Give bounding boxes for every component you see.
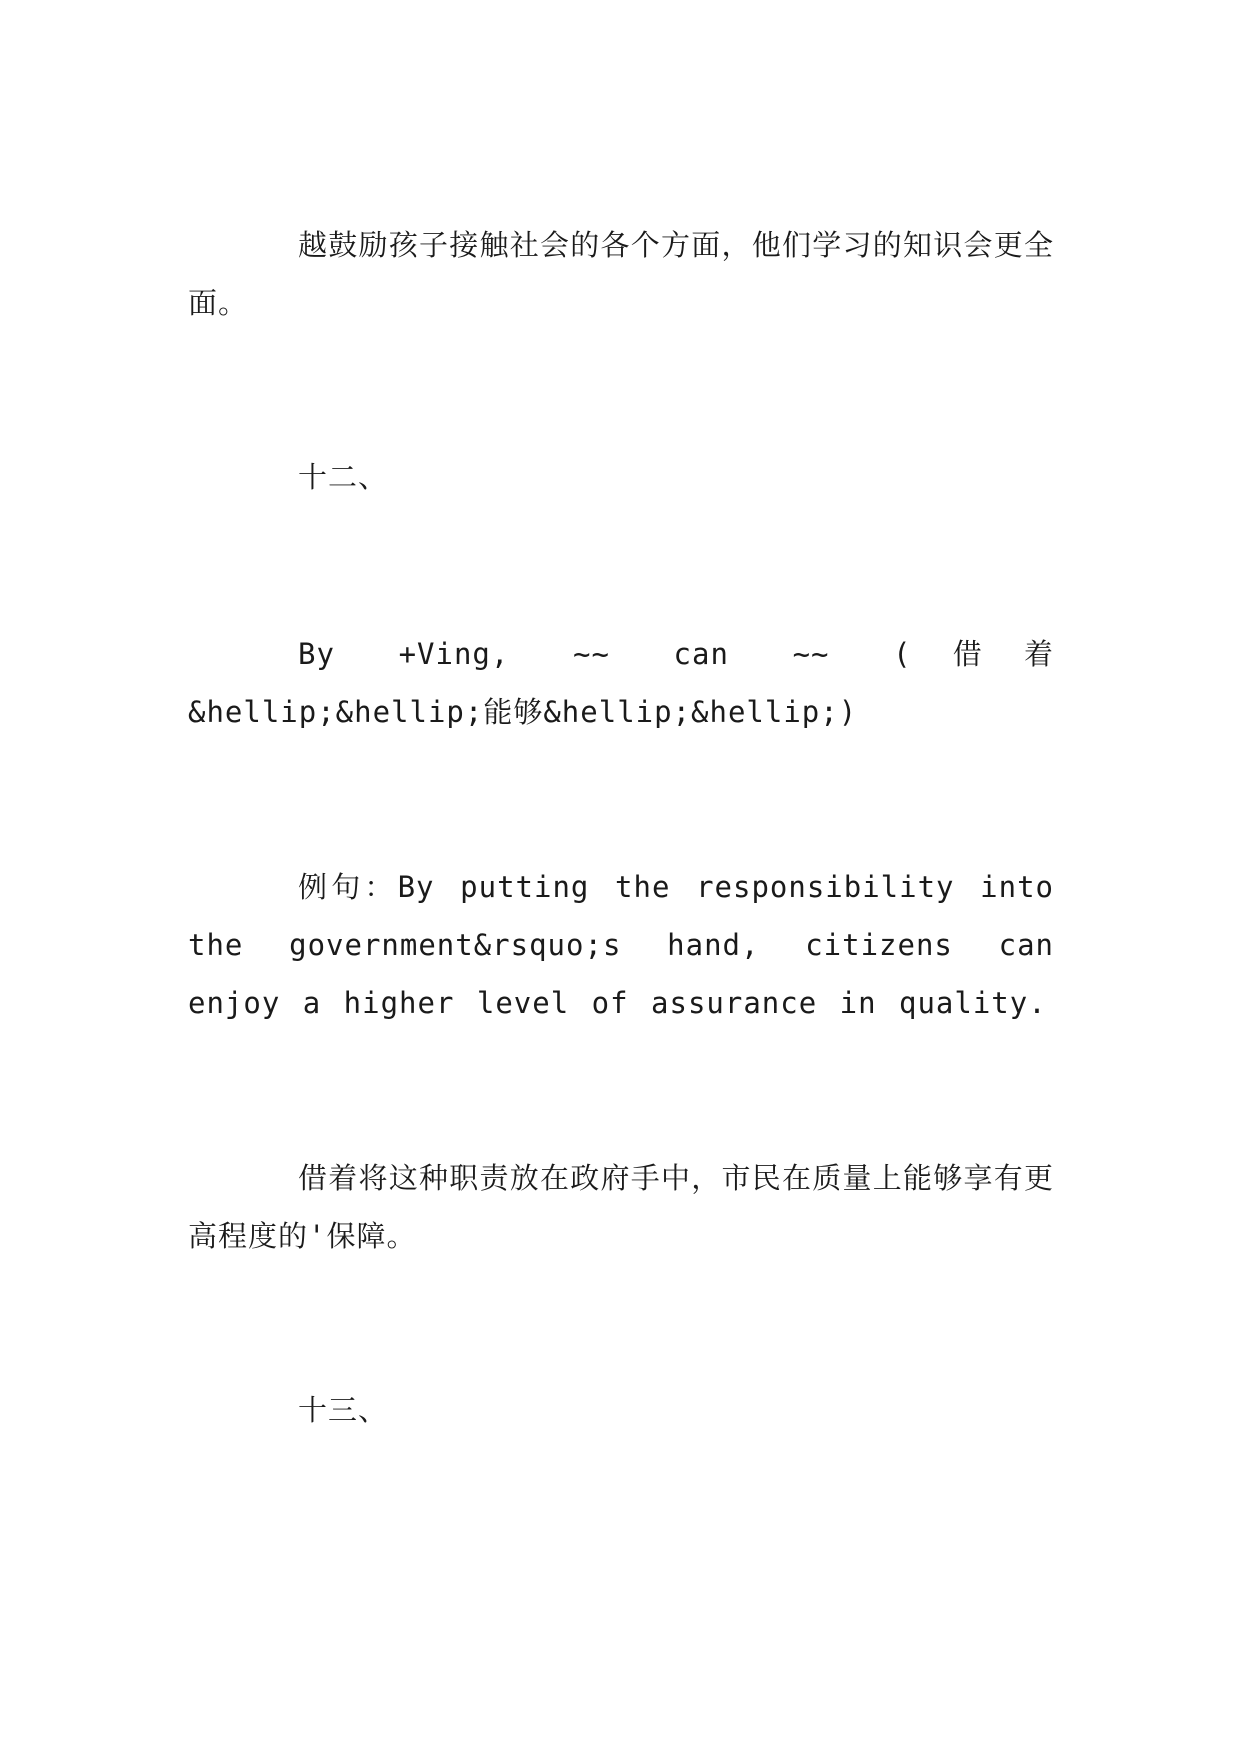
section-heading-twelve: 十二、 (298, 460, 389, 494)
example-translation: 借着将这种职责放在政府手中，市民在质量上能够享有更高程度的'保障。 (188, 1161, 1054, 1253)
section-heading-thirteen: 十三、 (298, 1393, 389, 1427)
sentence-pattern: By +Ving, ~~ can ~~ (借着&hellip;&hellip;能够&hellip;&hellip;) (188, 637, 1054, 729)
example-sentence: 例句：By putting the responsibility into the government&rsquo;s hand, citizens can enjoy a higher level of assurance in quality. (188, 870, 1054, 1020)
body-paragraph: 越鼓励孩子接触社会的各个方面，他们学习的知识会更全面。 (188, 228, 1054, 320)
